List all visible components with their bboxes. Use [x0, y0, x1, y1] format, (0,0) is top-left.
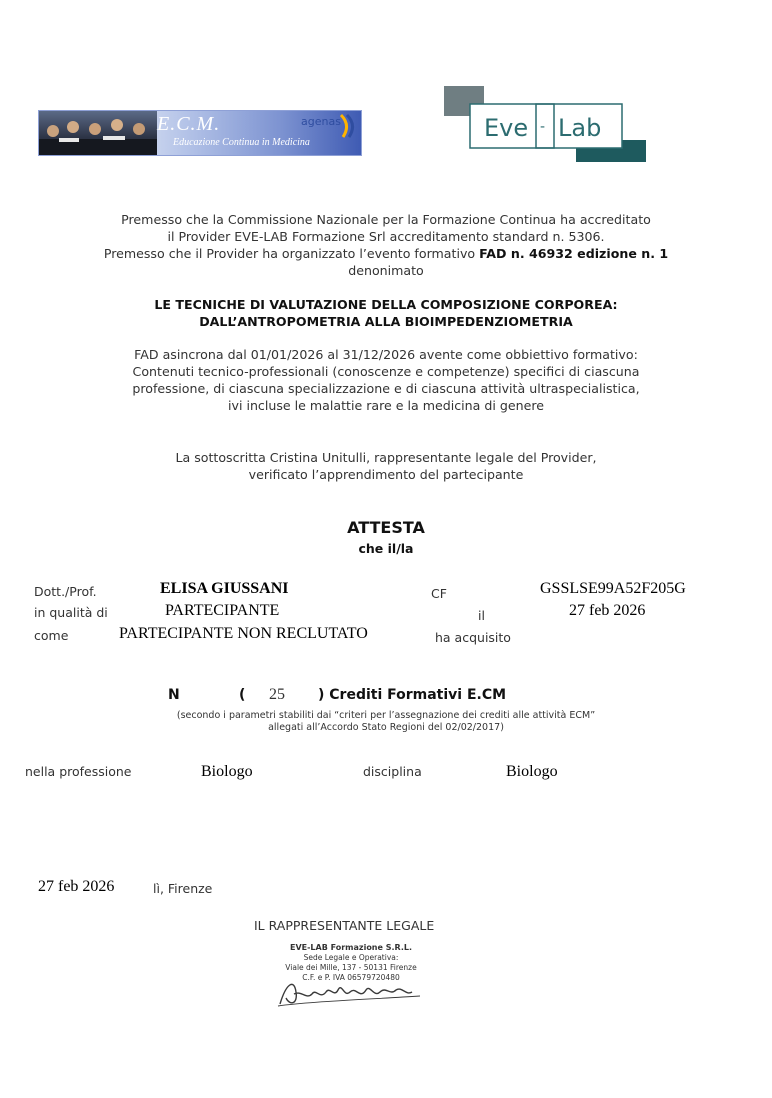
issue-place: lì, Firenze	[153, 881, 213, 896]
evelab-right-text: Lab	[558, 114, 602, 142]
participant-as: PARTECIPANTE NON RECLUTATO	[119, 625, 368, 642]
evelab-logo	[444, 86, 648, 166]
agenas-mark-icon	[337, 113, 359, 139]
participant-name: ELISA GIUSSANI	[160, 580, 289, 597]
signatory-line: verificato l’apprendimento del partecipante	[248, 467, 524, 482]
as-label: come	[34, 628, 69, 643]
profession-label: nella professione	[25, 764, 132, 779]
evelab-left-text: Eve	[484, 114, 529, 142]
agenas-logo-text: agenas	[301, 115, 341, 128]
ecm-logo	[38, 110, 362, 156]
event-code: FAD n. 46932 edizione n. 1	[479, 246, 669, 261]
date-label: il	[478, 608, 485, 623]
course-title	[0, 296, 772, 330]
ecm-painting-image	[39, 111, 157, 155]
credits-open-paren: (	[239, 687, 246, 703]
discipline-value: Biologo	[506, 763, 558, 780]
svg-text:-: -	[540, 119, 546, 135]
stamp-line: Viale dei Mille, 137 - 50131 Firenze	[285, 963, 417, 972]
credits-label: ) Crediti Formativi E.CM	[318, 687, 507, 703]
intro-line: Premesso che il Provider ha organizzato l’evento formativo FAD n. 46932 edizione n. 1	[103, 246, 669, 261]
intro-line: il Provider EVE-LAB Formazione Srl accreditamento standard n. 5306.	[167, 229, 605, 244]
objective-paragraph	[0, 346, 772, 414]
credits-note	[0, 710, 772, 734]
acquired-label: ha acquisito	[435, 630, 511, 645]
intro-line: denonimato	[348, 263, 424, 278]
participant-role: PARTECIPANTE	[165, 602, 280, 619]
stamp-line: C.F. e P. IVA 06579720480	[302, 973, 400, 982]
handwritten-signature	[276, 974, 426, 1010]
profession-value: Biologo	[201, 763, 253, 780]
cf-label: CF	[431, 586, 447, 601]
credits-note-line: (secondo i parametri stabiliti dai “criteri per l’assegnazione dei crediti alle attività ECM”	[176, 710, 596, 721]
role-label: in qualità di	[34, 605, 108, 620]
participant-date: 27 feb 2026	[569, 602, 646, 619]
credits-value: 25	[269, 686, 285, 703]
credits-note-line: allegati all’Accordo Stato Regioni del 02/02/2017)	[268, 722, 504, 733]
ecm-title: E.C.M.	[157, 113, 221, 135]
stamp-line: Sede Legale e Operativa:	[303, 953, 399, 962]
participant-cf: GSSLSE99A52F205G	[540, 580, 686, 597]
discipline-label: disciplina	[363, 764, 422, 779]
objective-line: ivi incluse le malattie rare e la medicina di genere	[228, 398, 544, 413]
objective-line: Contenuti tecnico-professionali (conoscenze e competenze) specifici di ciascuna	[132, 364, 640, 379]
attesta-subtitle: che il/la	[358, 541, 414, 556]
title-label: Dott./Prof.	[34, 584, 97, 599]
stamp-company: EVE-LAB Formazione S.R.L.	[289, 943, 412, 952]
signatory-paragraph	[0, 449, 772, 483]
objective-line: FAD asincrona dal 01/01/2026 al 31/12/2026 avente come obbiettivo formativo:	[134, 347, 638, 362]
signatory-line: La sottoscritta Cristina Unitulli, rappresentante legale del Provider,	[175, 450, 597, 465]
intro-line: Premesso che la Commissione Nazionale per la Formazione Continua ha accreditato	[121, 212, 651, 227]
ecm-subtitle: Educazione Continua in Medicina	[173, 137, 310, 148]
attesta-title: ATTESTA	[347, 518, 425, 537]
course-title-line: LE TECNICHE DI VALUTAZIONE DELLA COMPOSIZIONE CORPOREA:	[154, 297, 618, 312]
signature-heading: IL RAPPRESENTANTE LEGALE	[254, 918, 435, 933]
issue-date: 27 feb 2026	[38, 878, 115, 895]
objective-line: professione, di ciascuna specializzazione e di ciascuna attività ultraspecialistica,	[132, 381, 640, 396]
credits-n-label: N	[168, 687, 180, 703]
intro-paragraph	[0, 211, 772, 279]
course-title-line: DALL’ANTROPOMETRIA ALLA BIOIMPEDENZIOMETRIA	[199, 314, 573, 329]
